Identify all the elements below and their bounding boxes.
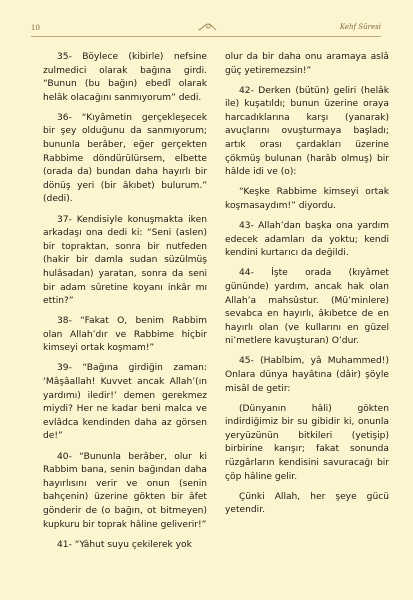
verse-40: 40- “Bununla berâber, olur ki Rabbim bana, senin bağından daha hayırlısını verir ve onun (senin bahçenin) üzerine gökten bir âfet gönderir de (o bağın, ot bitmeyen) kupkuru bir toprak hâline geliverir!” (43, 451, 207, 530)
sura-title: Kehf Sûresi (339, 23, 381, 31)
verse-42: 42- Derken (bütün) geliri (helâk ile) kuşatıldı; bunun üzerine oraya harcadıklarına karşı (yanarak) avuçlarını ovuşturmaya başladı; artık orası çardakları üzerine çökmüş bulunan (harâb olmuş) bir hâlde idi ve (o): (225, 85, 389, 178)
ornament-icon (196, 21, 218, 33)
verse-37: 37- Kendisiyle konuşmakta iken arkadaşı ona dedi ki: “Seni (aslen) bir topraktan, sonra bir nutfeden (hakir bir damla sudan süzülmüş hulâsadan) yaratan, sonra da seni bir adam sûretine koyanı inkâr mı ettin?” (43, 214, 207, 307)
verse-45-end: Çünki Allah, her şeye gücü yetendir. (225, 491, 389, 516)
verse-42-quote: “Keşke Rabbime kimseyi ortak koşmasaydım!” diyordu. (225, 187, 389, 211)
verse-44: 44- İşte orada (kıyâmet gününde) yardım, ancak hak olan Allah’a mahsûstur. (Mü’minlere) sevabca en hayırlı, âkıbetce de en hayırlı olan (ve kullarını en güzel ni’metlere kavuşturan) O’dur. (225, 268, 389, 347)
verse-41-end: olur da bir daha onu aramaya aslâ güç yetiremezsin!” (225, 52, 389, 76)
verse-43: 43- Allah’dan başka ona yardım edecek adamları da yoktu; kendi kendini kurtarıcı da değildi. (225, 221, 389, 259)
verse-36: 36- “Kıyâmetin gerçekleşecek bir şey olduğunu da sanmıyorum; bununla berâber, eğer gerçekten Rabbime döndürülürsem, elbette (orada da) bundan daha hayırlı bir dönüş yeri (bir âkıbet) bulurum.” (dedi). (43, 112, 207, 205)
page-number: 10 (31, 24, 40, 32)
text-columns (43, 51, 389, 599)
verse-39: 39- “Bağına girdiğin zaman: ‘Mâşâallah! Kuvvet ancak Allah’(ın yardımı) iledir!’ demen gerekmez miydi? Her ne kadar beni malca ve evlâdca kendinden daha az görsen de!” (43, 363, 207, 442)
right-column (225, 51, 389, 599)
verse-38: 38- “Fakat O, benim Rabbim olan Allah’dır ve Rabbime hiçbir kimseyi ortak koşmam!” (43, 316, 207, 354)
verse-45: 45- (Habîbim, yâ Muhammed!) Onlara dünya hayâtına (dâir) şöyle misâl de getir: (225, 356, 389, 394)
verse-41-start: 41- “Yâhut suyu çekilerek yok (57, 539, 192, 550)
page-header (0, 0, 413, 40)
verse-45-parable: (Dünyanın hâli) gökten indirdiğimiz bir su gibidir ki, onunla yeryüzünün bitkileri (yetişip) birbirine karışır; fakat sonunda rüzgârların kendisini savuracağı bir çöp hâline gelir. (225, 403, 389, 482)
header-rule (31, 36, 381, 37)
left-column (43, 51, 207, 599)
verse-35: 35- Böylece (kibirle) nefsine zulmedici olarak bağına girdi. “Bunun (bu bağın) ebedî olarak helâk olacağını sanmıyorum” dedi. (43, 52, 207, 103)
